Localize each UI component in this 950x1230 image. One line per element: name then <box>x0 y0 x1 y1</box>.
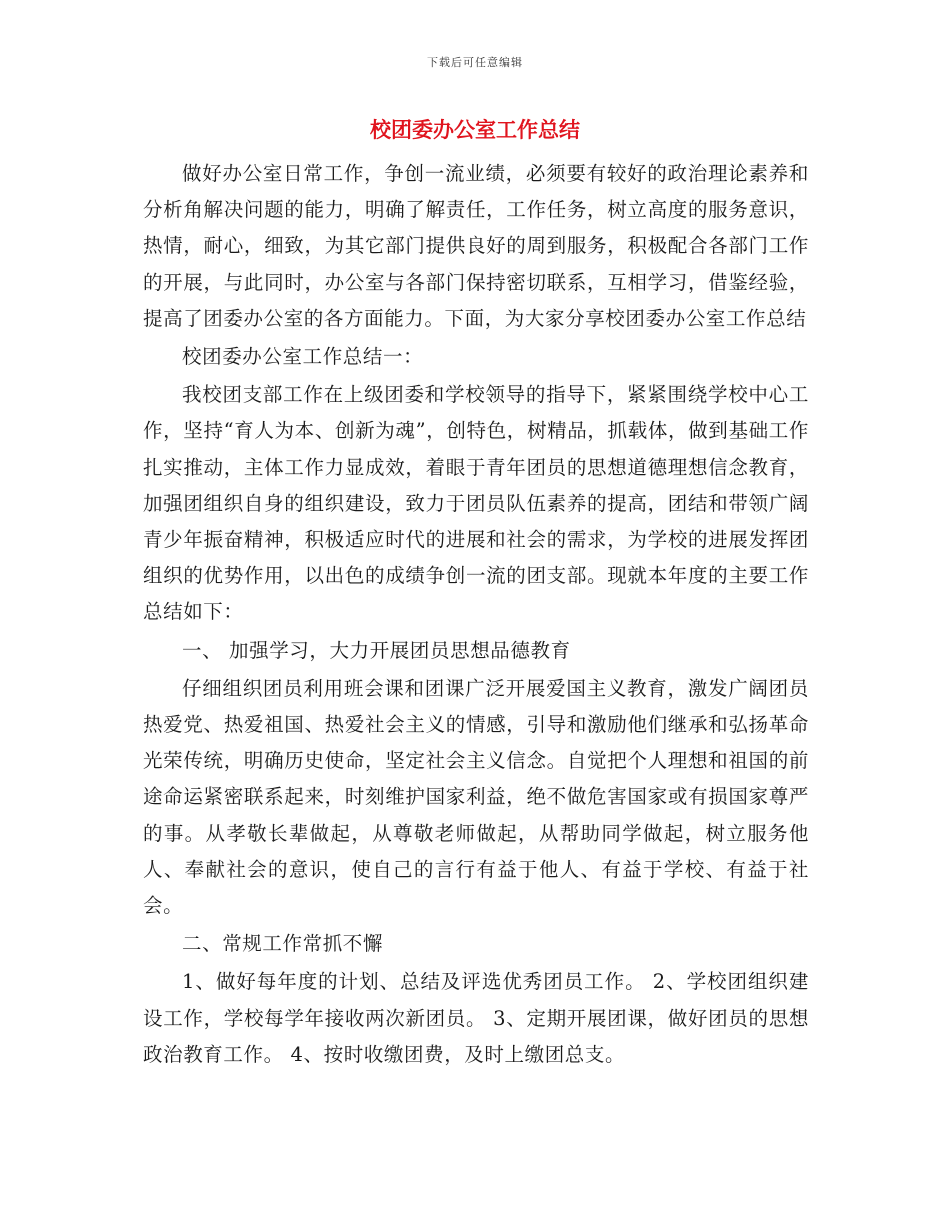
intro-paragraph: 做好办公室日常工作，争创一流业绩，必须要有较好的政治理论素养和分析角解决问题的能力，明确了解责任，工作任务，树立高度的服务意识，热情，耐心，细致，为其它部门提供良好的周到服务，积极配合各部门工作的开展，与此同时，办公室与各部门保持密切联系，互相学习，借鉴经验，提高了团委办公室的各方面能力。下面，为大家分享校团委办公室工作总结 <box>143 162 809 330</box>
section-heading-summary-one: 校团委办公室工作总结一： <box>182 345 424 369</box>
section-heading-study: 一、 加强学习，大力开展团员思想品德教育 <box>182 638 571 662</box>
header-note: 下载后可任意编辑 <box>427 56 523 69</box>
overview-paragraph: 我校团支部工作在上级团委和学校领导的指导下，紧紧围绕学校中心工作，坚持“育人为本、创新为魂”，创特色，树精品，抓载体，做到基础工作扎实推动，主体工作力显成效，着眼于青年团员的思想道德理想信念教育，加强团组织自身的组织建设，致力于团员队伍素养的提高，团结和带领广阔青少年振奋精神，积极适应时代的进展和社会的需求，为学校的进展发挥团组织的优势作用，以出色的成绩争创一流的团支部。现就本年度的主要工作总结如下： <box>143 383 809 624</box>
document-body <box>143 156 809 1075</box>
routine-paragraph: 1、做好每年度的计划、总结及评选优秀团员工作。 2、学校团组织建设工作，学校每学年接收两次新团员。 3、定期开展团课，做好团员的思想政治教育工作。 4、按时收缴团费，及时上缴团总支。 <box>143 970 809 1066</box>
document-title: 校团委办公室工作总结 <box>370 118 580 142</box>
section-heading-routine: 二、常规工作常抓不懈 <box>182 932 384 956</box>
study-paragraph: 仔细组织团员利用班会课和团课广泛开展爱国主义教育，激发广阔团员热爱党、热爱祖国、热爱社会主义的情感，引导和激励他们继承和弘扬革命光荣传统，明确历史使命，坚定社会主义信念。自觉把个人理想和祖国的前途命运紧密联系起来，时刻维护国家利益，绝不做危害国家或有损国家尊严的事。从孝敬长辈做起，从尊敬老师做起，从帮助同学做起，树立服务他人、奉献社会的意识，使自己的言行有益于他人、有益于学校、有益于社会。 <box>143 676 809 918</box>
